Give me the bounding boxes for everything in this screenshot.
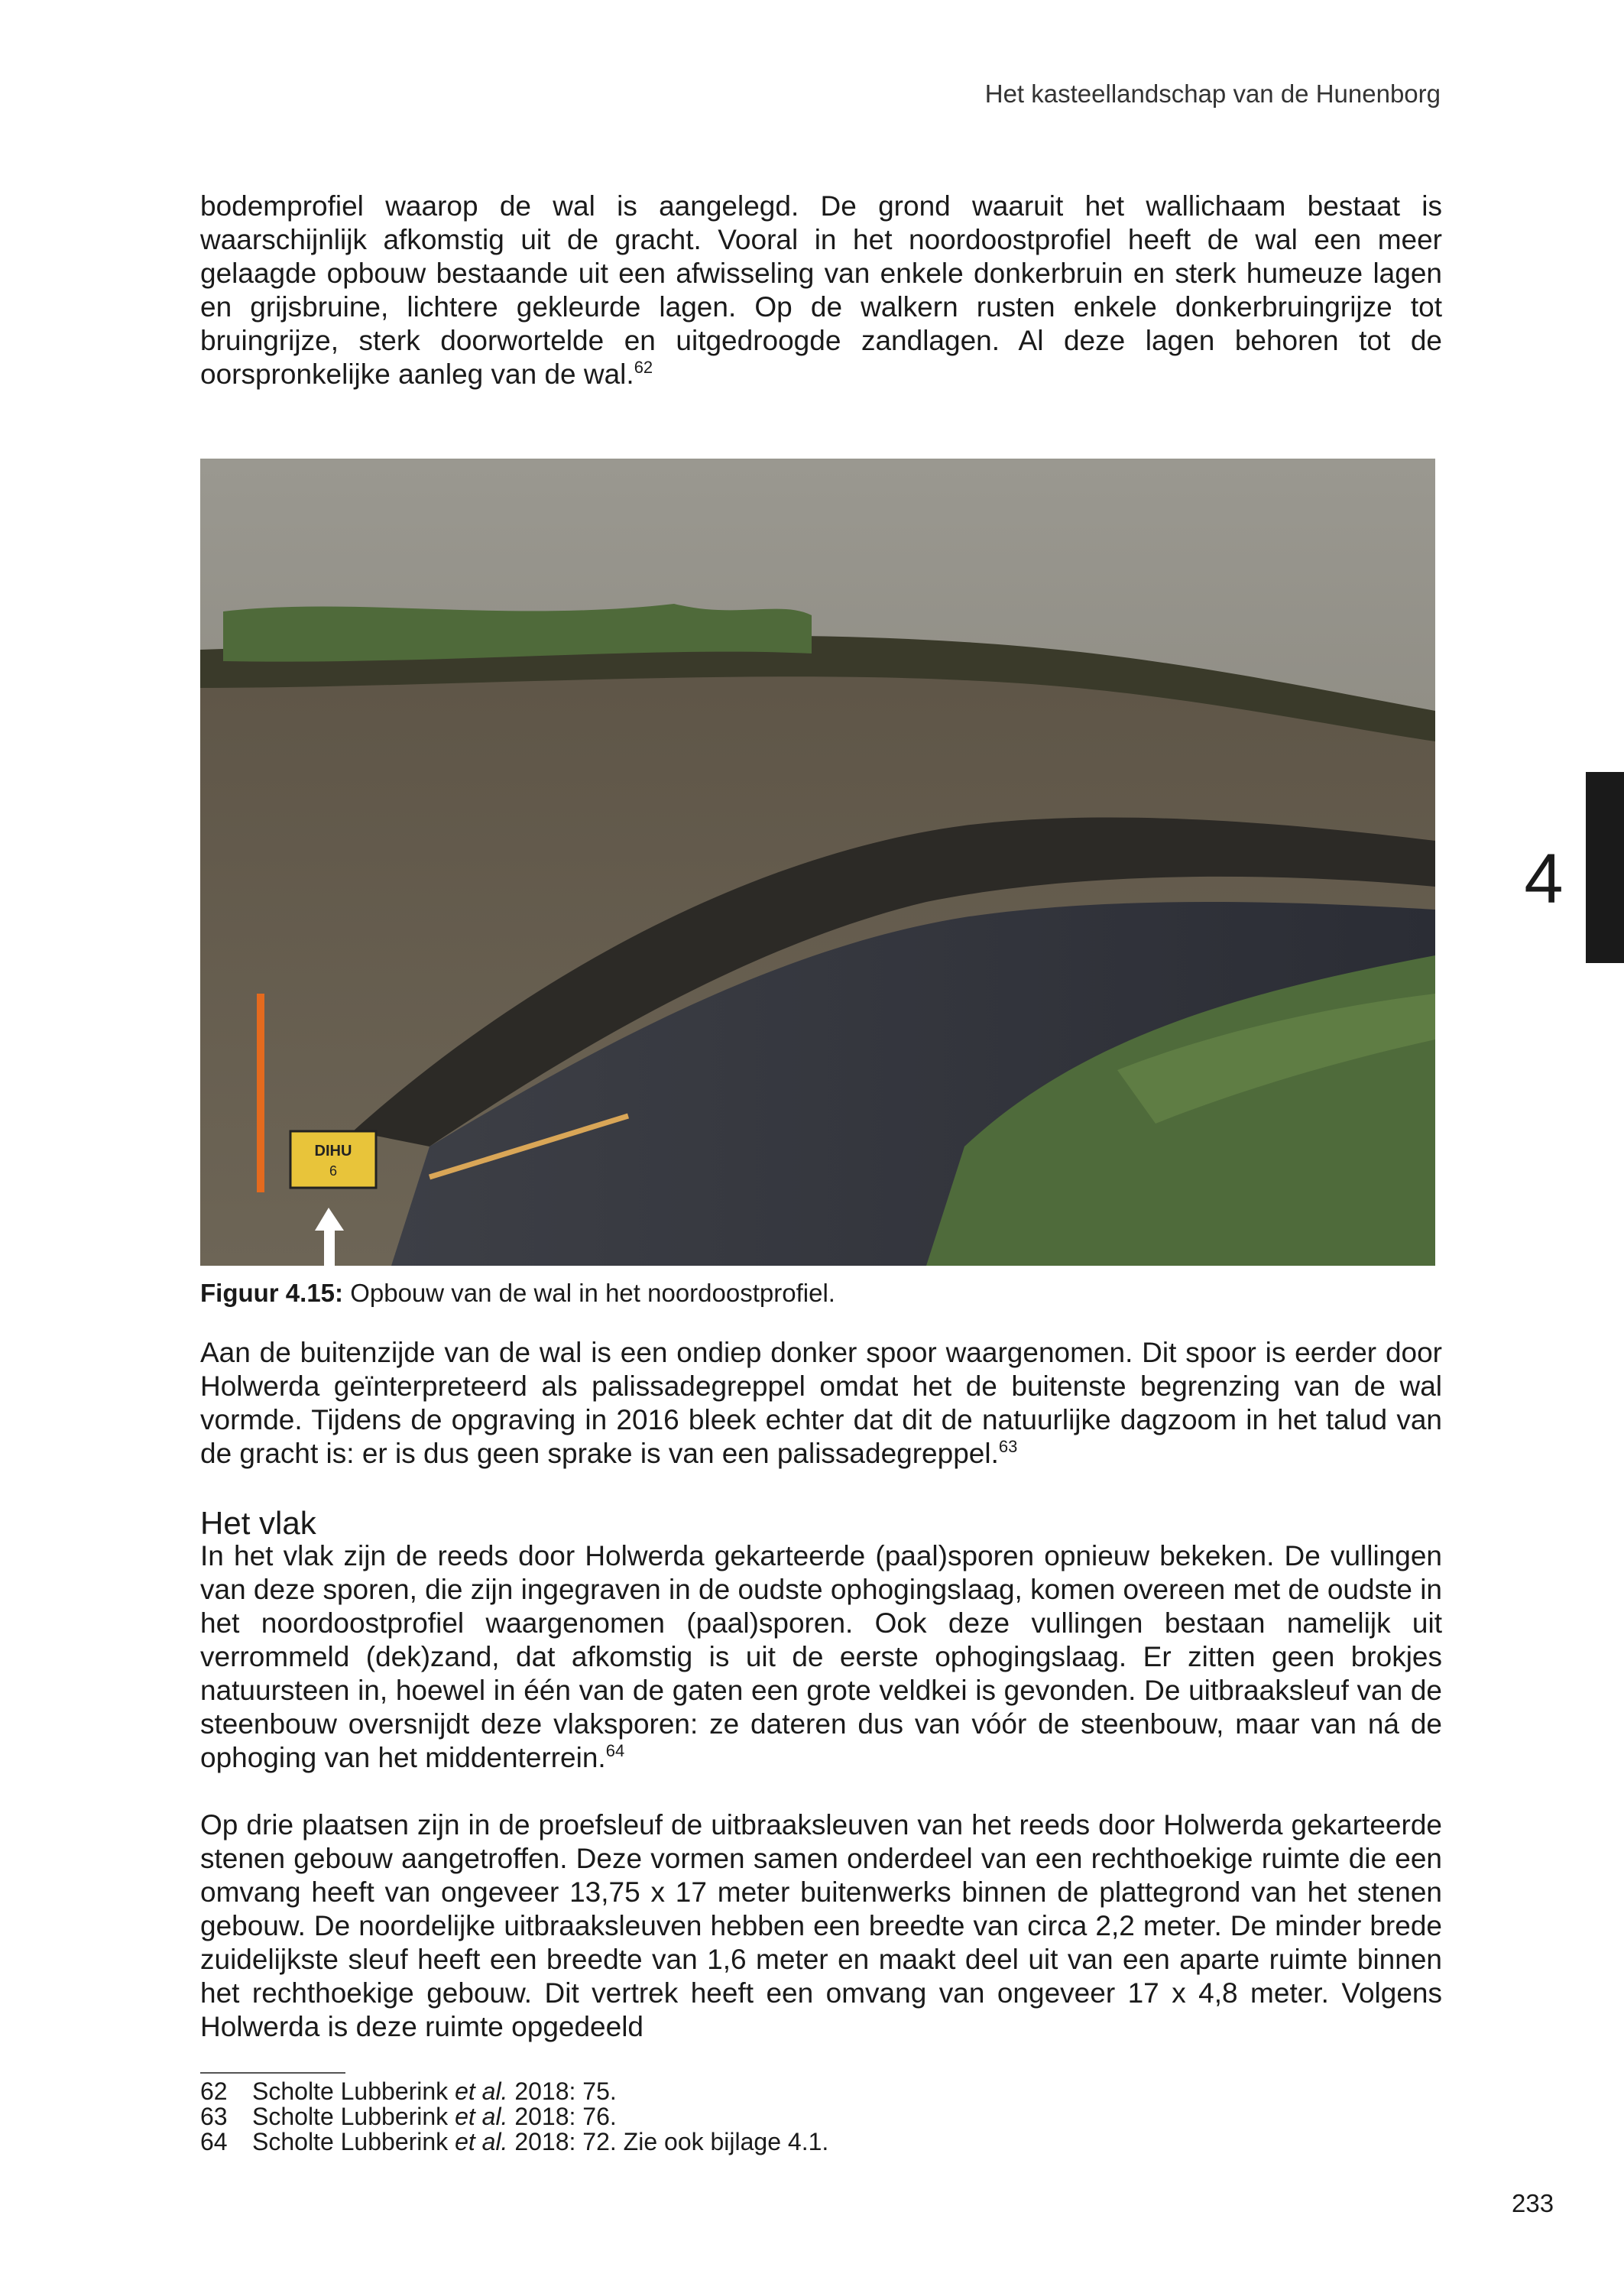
section-heading: Het vlak xyxy=(200,1505,316,1541)
paragraph-2 xyxy=(200,1336,1442,1471)
figure-photo xyxy=(200,459,1435,1266)
figure-label: Figuur 4.15: xyxy=(200,1279,344,1307)
footnote-ref-64[interactable]: 64 xyxy=(605,1741,625,1760)
page-number: 233 xyxy=(1512,2189,1554,2217)
paragraph-1-text: bodemprofiel waarop de wal is aangelegd. De grond waaruit het wallichaam bestaat is waarschijnlijk afkomstig uit de gracht. Vooral in het noordoostprofiel heeft de wal een meer gelaagde opbouw bestaande uit een afwisseling van enkele donkerbruin en sterk humeuze lagen en grijsbruine, lichtere gekleurde lagen. Op de walkern rusten enkele donkerbruingrijze tot bruingrijze, sterk doorwortelde en uitgedroogde zandlagen. Al deze lagen behoren tot de oorspronkelijke aanleg van de wal. xyxy=(200,190,1442,390)
paragraph-3 xyxy=(200,1539,1442,1775)
chapter-tab xyxy=(1586,772,1624,963)
measuring-rod xyxy=(257,994,264,1192)
figure-caption xyxy=(200,1278,835,1309)
footnote-62: 62 Scholte Lubberink et al. 2018: 75. xyxy=(200,2077,617,2105)
footnote-64: 64 Scholte Lubberink et al. 2018: 72. Zie ook bijlage 4.1. xyxy=(200,2128,829,2155)
footnote-ref-63[interactable]: 63 xyxy=(998,1437,1018,1456)
find-tag xyxy=(290,1131,376,1188)
paragraph-4 xyxy=(200,1808,1442,2044)
footnote-63: 63 Scholte Lubberink et al. 2018: 76. xyxy=(200,2103,617,2130)
footnote-separator xyxy=(200,2072,345,2074)
find-tag-line-2: 6 xyxy=(329,1163,338,1179)
footnotes xyxy=(200,2079,828,2155)
footnote-ref-62[interactable]: 62 xyxy=(634,358,653,377)
figure-caption-text: Opbouw van de wal in het noordoostprofiel. xyxy=(350,1279,835,1307)
paragraph-2-text: Aan de buitenzijde van de wal is een ondiep donker spoor waargenomen. Dit spoor is eerder door Holwerda geïnterpreteerd als palissadegreppel omdat het de buitenste begrenzing van de wal vormde. Tijdens de opgraving in 2016 bleek echter dat dit de natuurlijke dagzoom in het talud van de gracht is: er is dus geen sprake is van een palissadegreppel. xyxy=(200,1337,1442,1469)
excavation-profile-photo xyxy=(200,459,1435,1266)
chapter-number: 4 xyxy=(1524,840,1564,918)
find-tag-line-1: DIHU xyxy=(314,1143,352,1159)
paragraph-3-text: In het vlak zijn de reeds door Holwerda gekarteerde (paal)sporen opnieuw bekeken. De vullingen van deze sporen, die zijn ingegraven in de oudste ophogingslaag, komen overeen met de oudste in het noordoostprofiel waargenomen (paal)sporen. Ook deze vullingen bestaan namelijk uit verrommeld (dek)zand, dat afkomstig is uit de eerste ophogingslaag. Er zitten geen brokjes natuursteen in, hoewel in één van de gaten een grote veldkei is gevonden. De uitbraaksleuf van de steenbouw oversnijdt deze vlaksporen: ze dateren dus van vóór de steenbouw, maar van ná de ophoging van het middenterrein. xyxy=(200,1540,1443,1773)
running-header: Het kasteellandschap van de Hunenborg xyxy=(984,79,1441,108)
paragraph-1 xyxy=(200,190,1442,391)
paragraph-4-text: Op drie plaatsen zijn in de proefsleuf de uitbraaksleuven van het reeds door Holwerda gekarteerde stenen gebouw aangetroffen. Deze vormen samen onderdeel van een rechthoekige ruimte die een omvang heeft van ongeveer 13,75 x 17 meter buitenwerks binnen de plattegrond van het stenen gebouw. De noordelijke uitbraaksleuven hebben een breedte van circa 2,2 meter. De minder brede zuidelijkste sleuf heeft een breedte van 1,6 meter en maakt deel uit van een aparte ruimte binnen het rechthoekige gebouw. Dit vertrek heeft een omvang van ongeveer 17 x 4,8 meter. Volgens Holwerda is deze ruimte opgedeeld xyxy=(200,1809,1442,2042)
